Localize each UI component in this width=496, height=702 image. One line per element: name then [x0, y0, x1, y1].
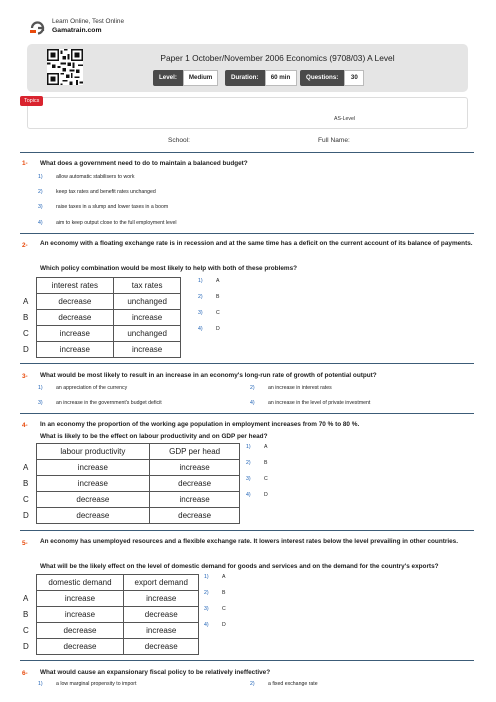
option-text: an appreciation of the currency [56, 385, 128, 391]
question-1-text: What does a government need to do to maintain a balanced budget? [40, 160, 248, 167]
table-header: labour productivity [36, 444, 150, 460]
table-cell: increase [36, 342, 114, 358]
gamatrain-logo-icon [30, 21, 46, 35]
question-divider [20, 363, 474, 364]
row-key: A [23, 297, 29, 306]
option-number: 2) [38, 189, 43, 195]
option-number: 3) [204, 606, 209, 612]
option-number: 4) [250, 400, 255, 406]
table-header: interest rates [36, 278, 114, 294]
row-key: C [23, 329, 29, 338]
table-cell: increase [124, 623, 199, 639]
table-cell: unchanged [114, 326, 181, 342]
option-number: 2) [198, 294, 203, 300]
table-cell: increase [36, 326, 114, 342]
table-row [22, 326, 181, 342]
question-4-option-2[interactable] [246, 460, 267, 466]
topics-tag: Topics [20, 96, 43, 106]
option-text: keep tax rates and benefit rates unchanged [56, 189, 156, 195]
table-row [22, 476, 240, 492]
option-number: 3) [38, 204, 43, 210]
table-cell: decrease [150, 476, 240, 492]
table-row [22, 310, 181, 326]
option-text: C [264, 476, 268, 482]
option-number: 4) [38, 220, 43, 226]
question-divider [20, 660, 474, 661]
table-row [22, 607, 199, 623]
question-3-option-1[interactable] [38, 385, 127, 391]
table-row [22, 623, 199, 639]
table-cell: decrease [36, 294, 114, 310]
option-number: 1) [38, 174, 43, 180]
option-number: 4) [198, 326, 203, 332]
table-cell: unchanged [114, 294, 181, 310]
question-4-subtext: What is likely to be the effect on labour productivity and on GDP per head? [40, 433, 268, 440]
table-header: domestic demand [36, 575, 124, 591]
questions-badge [300, 70, 364, 86]
table-row [22, 508, 240, 524]
option-number: 3) [198, 310, 203, 316]
question-5-option-1[interactable] [204, 574, 225, 580]
level-value: Medium [183, 70, 218, 86]
duration-value: 60 min [265, 70, 297, 86]
question-5-option-4[interactable] [204, 622, 226, 628]
topics-level: AS-Level [334, 116, 356, 122]
row-key: B [23, 610, 29, 619]
option-number: 3) [38, 400, 43, 406]
table-cell: increase [36, 460, 150, 476]
question-1-option-1[interactable] [38, 174, 134, 180]
table-cell: increase [114, 310, 181, 326]
table-cell: increase [36, 607, 124, 623]
option-number: 1) [204, 574, 209, 580]
question-2-text: An economy with a floating exchange rate is in recession and at the same time has a deficit on the current account of its balance of payments. [40, 240, 473, 247]
table-header: GDP per head [150, 444, 240, 460]
paper-title: Paper 1 October/November 2006 Economics (9708/03) A Level [160, 53, 395, 63]
question-1-number: 1- [22, 160, 28, 167]
table-cell: decrease [36, 623, 124, 639]
table-corner [22, 444, 36, 460]
question-4-table [22, 443, 240, 524]
question-6-text: What would cause an expansionary fiscal policy to be relatively ineffective? [40, 669, 271, 676]
row-key: D [23, 345, 29, 354]
brand-tagline: Learn Online, Test Online [52, 18, 124, 25]
full-name-label: Full Name: [318, 137, 350, 144]
table-cell: decrease [36, 310, 114, 326]
qr-code-icon [47, 49, 83, 85]
question-2-option-3[interactable] [198, 310, 220, 316]
question-divider [20, 233, 474, 234]
question-4-number: 4- [22, 422, 28, 429]
question-divider [20, 530, 474, 531]
option-text: A [264, 444, 268, 450]
option-number: 2) [250, 385, 255, 391]
question-5-table [22, 574, 199, 655]
table-cell: decrease [36, 639, 124, 655]
table-cell: increase [114, 342, 181, 358]
option-text: B [222, 590, 226, 596]
option-number: 2) [204, 590, 209, 596]
row-key: C [23, 626, 29, 635]
question-5-number: 5- [22, 540, 28, 547]
option-text: C [216, 310, 220, 316]
question-6-option-2[interactable] [250, 681, 318, 687]
table-cell: decrease [124, 607, 199, 623]
table-row [22, 591, 199, 607]
question-3-number: 3- [22, 373, 28, 380]
row-key: D [23, 511, 29, 520]
option-number: 1) [38, 681, 43, 687]
option-text: D [222, 622, 226, 628]
question-2-number: 2- [22, 242, 28, 249]
option-number: 1) [246, 444, 251, 450]
option-text: A [216, 278, 220, 284]
table-header: export demand [124, 575, 199, 591]
level-label: Level: [153, 70, 183, 86]
duration-label: Duration: [225, 70, 265, 86]
question-1-option-4[interactable] [38, 220, 177, 226]
question-3-text: What would be most likely to result in an increase in an economy's long-run rate of growth of potential output? [40, 372, 377, 379]
option-text: allow automatic stabilisers to work [56, 174, 135, 180]
question-5-text: An economy has unemployed resources and a flexible exchange rate. It lowers interest rates below the level prevailing in other countries. [40, 538, 459, 545]
option-number: 4) [204, 622, 209, 628]
option-number: 2) [250, 681, 255, 687]
table-cell: increase [150, 460, 240, 476]
question-4-option-3[interactable] [246, 476, 268, 482]
level-badge [153, 70, 218, 86]
row-key: C [23, 495, 29, 504]
table-row [22, 342, 181, 358]
option-text: an increase in interest rates [268, 385, 332, 391]
option-number: 3) [246, 476, 251, 482]
question-3-option-2[interactable] [250, 385, 332, 391]
questions-label: Questions: [300, 70, 344, 86]
option-number: 2) [246, 460, 251, 466]
question-3-option-4[interactable] [250, 400, 370, 406]
question-divider [20, 413, 474, 414]
row-key: B [23, 313, 29, 322]
option-text: C [222, 606, 226, 612]
option-number: 1) [198, 278, 203, 284]
option-text: aim to keep output close to the full employment level [56, 220, 177, 226]
row-key: A [23, 594, 29, 603]
question-4-text: In an economy the proportion of the working age population in employment increases from 70 % to 80 %. [40, 421, 360, 428]
table-cell: increase [150, 492, 240, 508]
question-4-option-4[interactable] [246, 492, 268, 498]
table-row [22, 639, 199, 655]
row-key: D [23, 642, 29, 651]
option-text: D [216, 326, 220, 332]
option-text: an increase in the level of private investment [268, 400, 371, 406]
question-1-option-2[interactable] [38, 189, 156, 195]
table-corner [22, 575, 36, 591]
table-row [22, 492, 240, 508]
table-header: tax rates [114, 278, 181, 294]
option-text: raise taxes in a slump and lower taxes in a boom [56, 204, 169, 210]
question-4-option-1[interactable] [246, 444, 267, 450]
option-text: a low marginal propensity to import [56, 681, 137, 687]
table-cell: increase [124, 591, 199, 607]
table-corner [22, 278, 36, 294]
question-5-option-2[interactable] [204, 590, 225, 596]
duration-badge [225, 70, 297, 86]
option-text: an increase in the government's budget deficit [56, 400, 162, 406]
option-number: 4) [246, 492, 251, 498]
row-key: A [23, 463, 29, 472]
table-cell: decrease [124, 639, 199, 655]
question-5-option-3[interactable] [204, 606, 226, 612]
questions-value: 30 [344, 70, 364, 86]
table-cell: decrease [150, 508, 240, 524]
table-cell: decrease [36, 492, 150, 508]
question-2-subtext: Which policy combination would be most likely to help with both of these problems? [40, 265, 298, 272]
table-row [22, 460, 240, 476]
question-5-subtext: What will be the likely effect on the level of domestic demand for goods and services and on the demand for the country's exports? [40, 563, 439, 570]
question-2-option-1[interactable] [198, 278, 219, 284]
option-text: B [216, 294, 220, 300]
row-key: B [23, 479, 29, 488]
table-cell: increase [36, 591, 124, 607]
topics-box [27, 97, 468, 129]
school-label: School: [168, 137, 190, 144]
question-2-option-4[interactable] [198, 326, 220, 332]
question-2-table [22, 277, 181, 358]
header-divider [20, 152, 474, 153]
table-cell: decrease [36, 508, 150, 524]
question-3-option-3[interactable] [38, 400, 162, 406]
question-2-option-2[interactable] [198, 294, 219, 300]
table-cell: increase [36, 476, 150, 492]
question-6-option-1[interactable] [38, 681, 136, 687]
paper-header [27, 44, 468, 92]
option-number: 1) [38, 385, 43, 391]
question-1-option-3[interactable] [38, 204, 168, 210]
brand-site[interactable]: Gamatrain.com [52, 27, 102, 34]
option-text: a fixed exchange rate [268, 681, 318, 687]
table-row [22, 294, 181, 310]
option-text: D [264, 492, 268, 498]
question-6-number: 6- [22, 670, 28, 677]
option-text: B [264, 460, 268, 466]
option-text: A [222, 574, 226, 580]
